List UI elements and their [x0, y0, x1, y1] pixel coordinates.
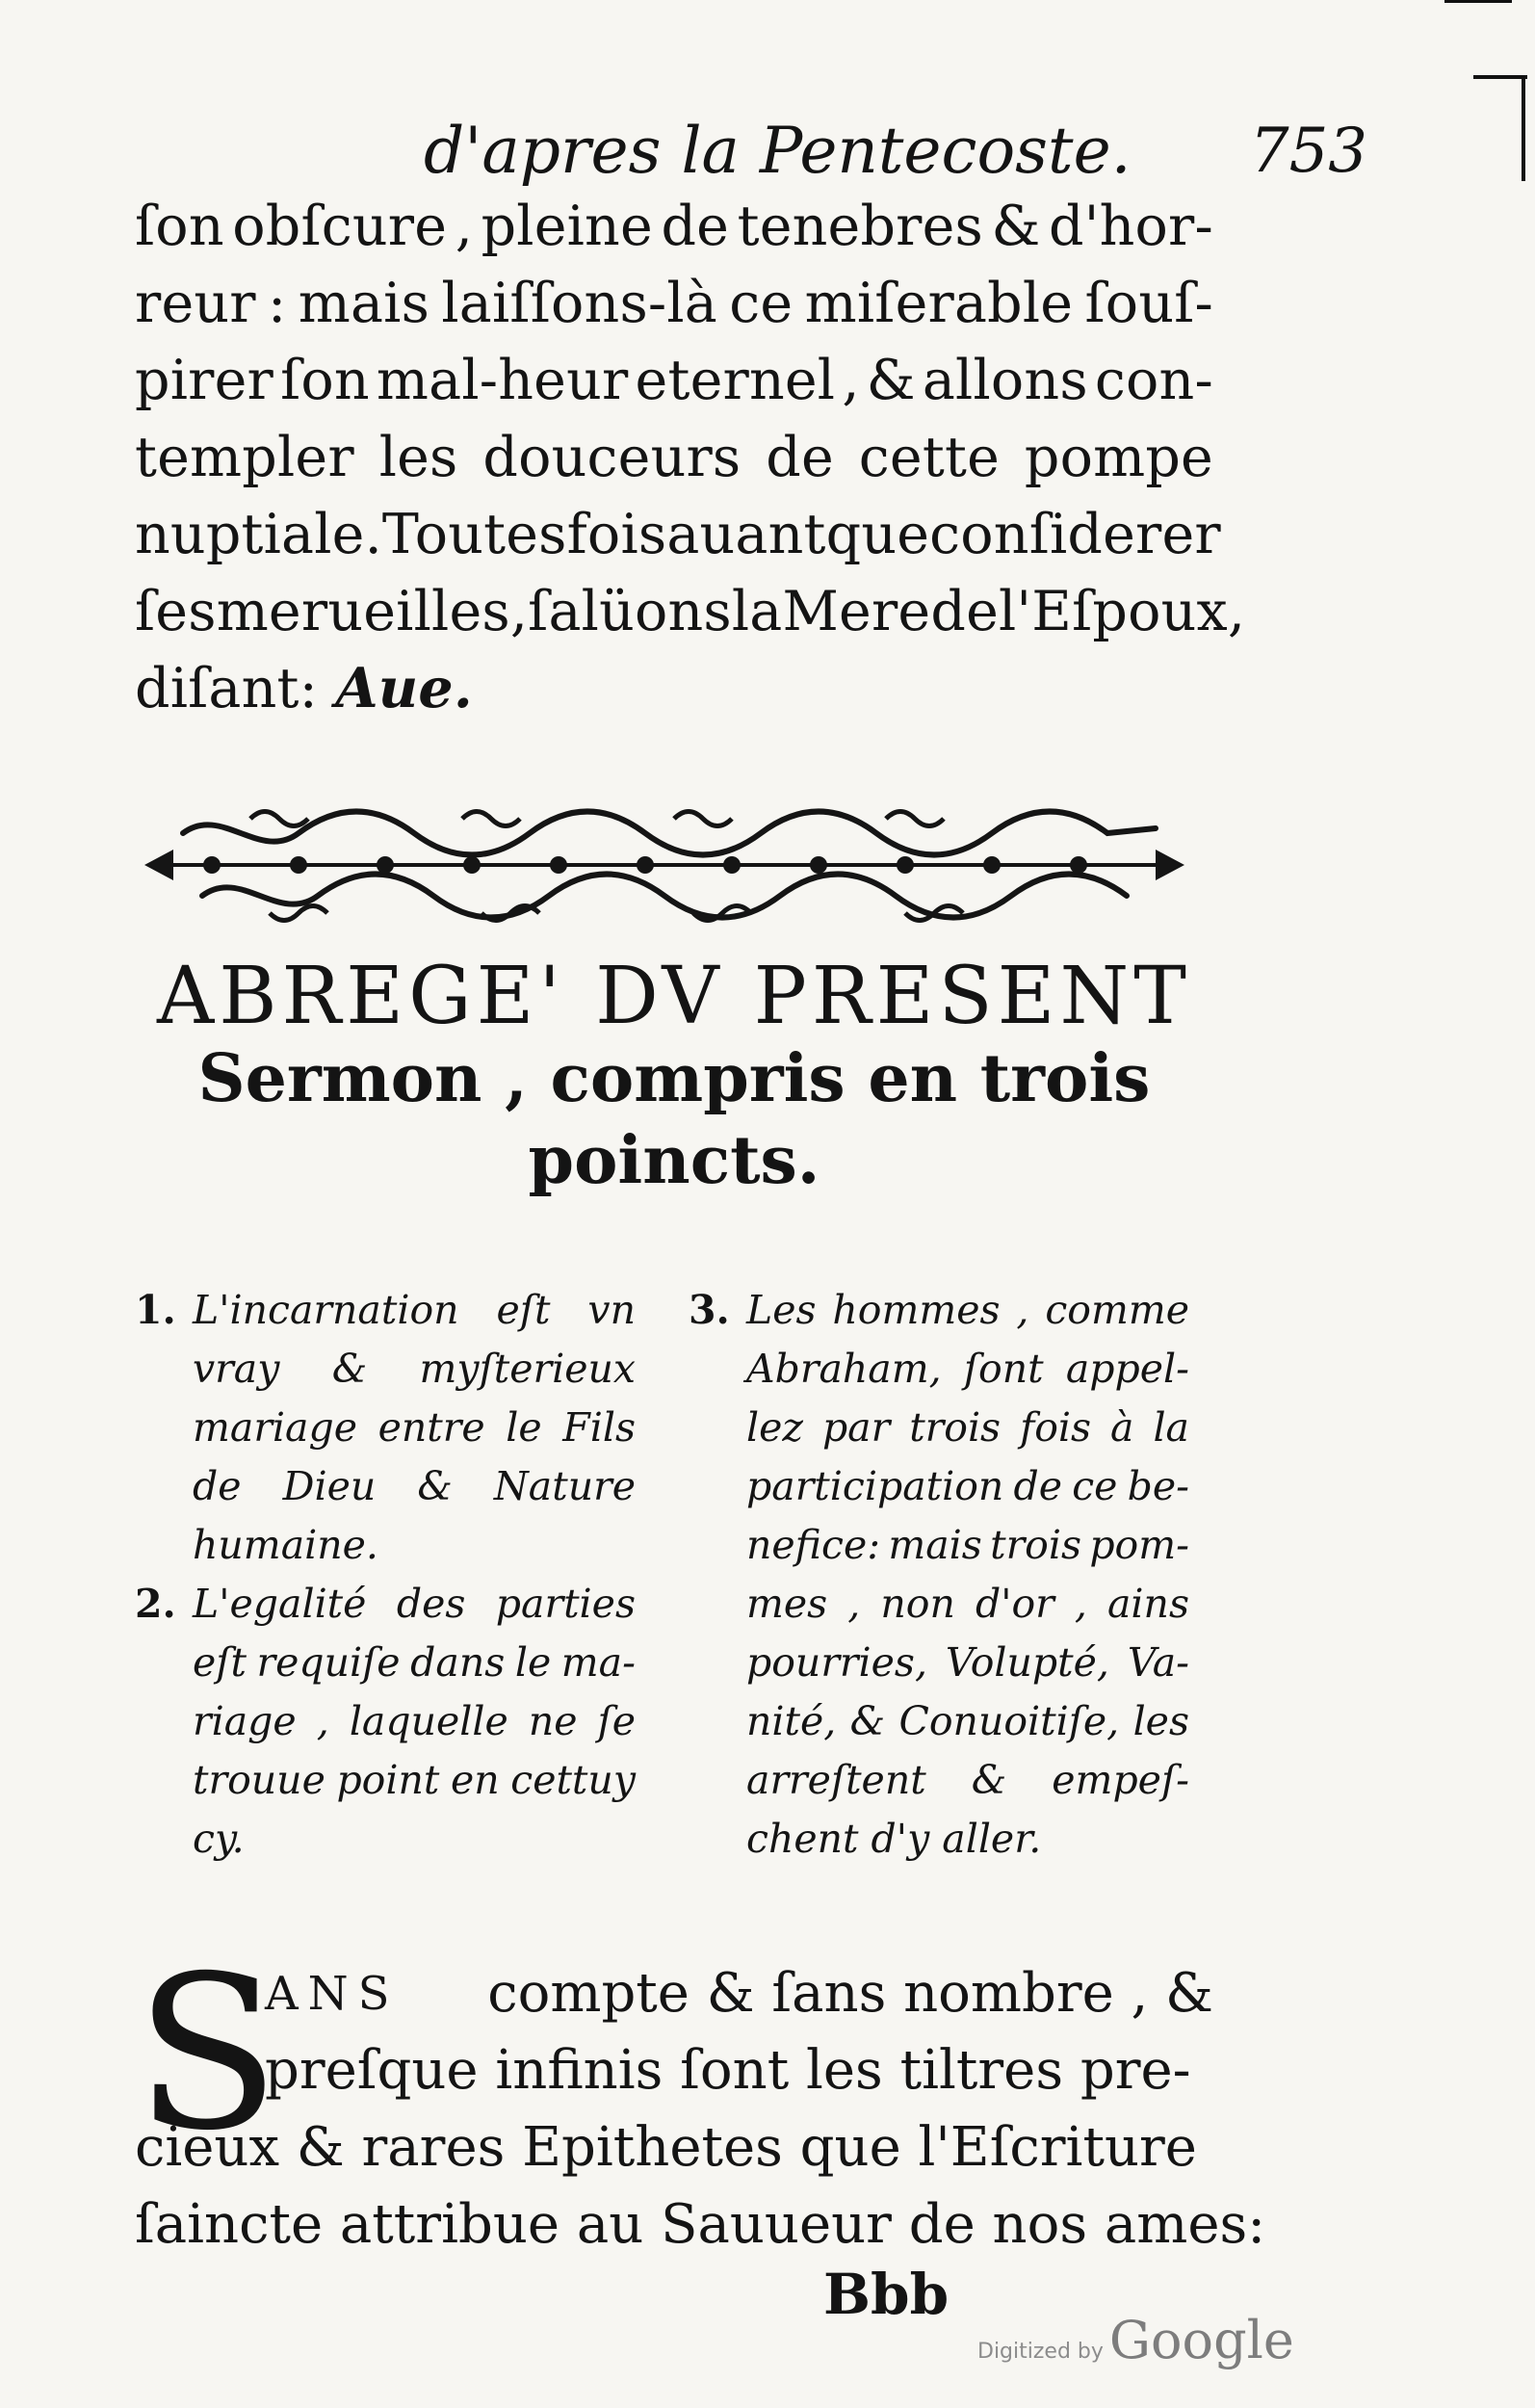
closing-paragraph — [135, 188, 1246, 727]
point-line: pourries, Volupté, Va- — [746, 1639, 1189, 1686]
point-line: humaine. — [193, 1522, 378, 1568]
google-logo: Google — [1108, 2310, 1294, 2370]
point-line: trouue point en cettuy — [193, 1757, 636, 1803]
point-number: 3. — [689, 1287, 730, 1333]
point-line: lez par trois fois à la — [746, 1404, 1189, 1451]
point-number: 1. — [135, 1287, 176, 1333]
paragraph-line: diſant: Aue. — [135, 650, 1213, 727]
point-line: mariage entre le Fils — [193, 1404, 636, 1451]
ave-word: Aue. — [335, 656, 473, 720]
point-line: chent d'y aller. — [746, 1816, 1042, 1862]
point-number: 2. — [135, 1581, 176, 1627]
ornament-band — [144, 790, 1184, 934]
sermon-summary — [135, 1281, 1213, 1898]
point-line: nité, & Conuoitiſe, les — [746, 1698, 1189, 1744]
point-line: L'incarnation eſt vn — [193, 1287, 636, 1333]
page-edge-mark-right — [1473, 75, 1527, 79]
paragraph-line: nuptiale. Toutesfois auant que conſiderer — [135, 503, 1221, 566]
summary-column-left — [135, 1281, 636, 1869]
page-edge-mark-top — [1444, 0, 1512, 3]
page-edge-mark-right-vertical — [1522, 75, 1525, 181]
heading-subtitle: Sermon , compris en trois — [197, 1040, 1151, 1117]
summary-point-1 — [135, 1281, 636, 1575]
point-line: arreſtent & empeſ- — [746, 1757, 1189, 1803]
running-title: d'apres la Pentecoste. — [424, 114, 1132, 188]
summary-point-3 — [689, 1281, 1189, 1869]
point-line: Les hommes , comme — [746, 1287, 1189, 1333]
opening-line: preſque infinis ſont les tiltres pre- — [265, 2039, 1191, 2102]
paragraph-line: ſon obſcure , pleine de tenebres & d'hor- — [135, 195, 1213, 258]
watermark-prefix: Digitized by — [977, 2340, 1104, 2364]
paragraph-line: ſes merueilles, ſalüons la Mere de l'Eſpoux, — [135, 580, 1246, 643]
point-line: nefice: mais trois pom- — [746, 1522, 1189, 1568]
paragraph-line: pirer ſon mal-heur eternel , & allons con- — [135, 349, 1213, 412]
point-line: cy. — [193, 1816, 245, 1862]
heading-subtitle-end: poincts. — [528, 1122, 820, 1199]
summary-point-2 — [135, 1575, 636, 1869]
paragraph-line: templer les douceurs de cette pompe — [135, 426, 1213, 489]
summary-column-right — [689, 1281, 1189, 1869]
opening-line-rest: compte & ſans nombre , & — [487, 1962, 1213, 2025]
drop-cap: S — [135, 1930, 280, 2177]
point-line: Abraham, ſont appel- — [746, 1346, 1189, 1392]
point-line: eſt requiſe dans le ma- — [193, 1639, 636, 1686]
heading-title: ABREGE' DV PRESENT — [157, 951, 1191, 1042]
signature-mark: Bbb — [823, 2262, 950, 2327]
opening-smallcaps: ANS — [265, 1967, 400, 2021]
opening-line: ſaincte attribue au Sauueur de nos ames: — [135, 2193, 1266, 2256]
opening-paragraph — [135, 1930, 1266, 2264]
point-line: riage , laquelle ne ſe — [193, 1698, 636, 1744]
opening-line — [265, 1955, 1213, 2032]
point-line: participation de ce be- — [746, 1463, 1189, 1509]
paragraph-line: reur : mais laiſſons-là ce miſerable ſouſ- — [135, 272, 1213, 335]
point-line: de Dieu & Nature — [193, 1463, 636, 1509]
page-number: 753 — [1249, 116, 1367, 187]
running-head — [424, 108, 1396, 195]
digitized-watermark — [977, 2310, 1294, 2377]
point-line: L'egalité des parties — [193, 1581, 636, 1627]
point-line: mes , non d'or , ains — [746, 1581, 1189, 1627]
point-line: vray & myſterieux — [193, 1346, 636, 1392]
opening-line: cieux & rares Epithetes que l'Eſcriture — [135, 2116, 1197, 2179]
